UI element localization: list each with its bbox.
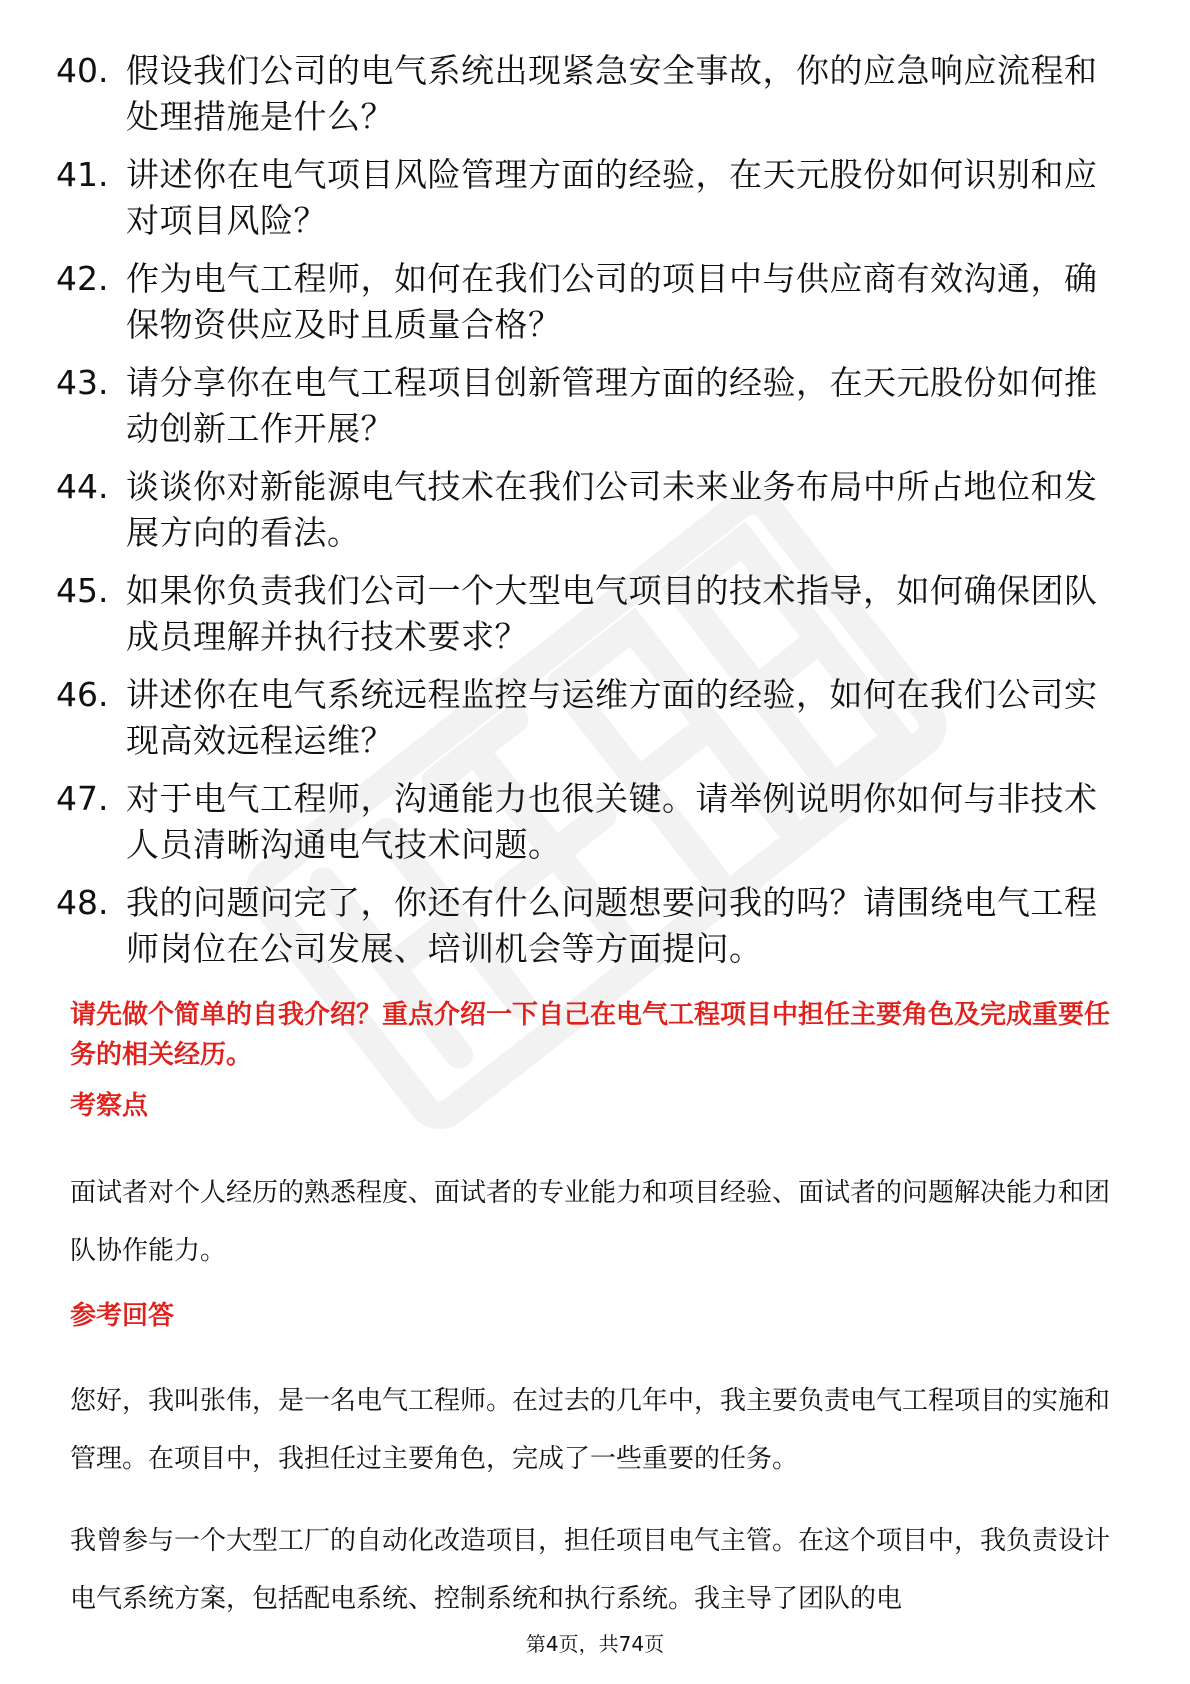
question-number: 43.	[56, 363, 109, 402]
question-number: 45.	[56, 571, 109, 610]
question-item-47	[56, 776, 1136, 868]
highlight-question: 请先做个简单的自我介绍？重点介绍一下自己在电气工程项目中担任主要角色及完成重要任务的相关经历。	[70, 1000, 1111, 1070]
question-text: 假设我们公司的电气系统出现紧急安全事故，你的应急响应流程和处理措施是什么？	[126, 51, 1098, 136]
question-text: 对于电气工程师，沟通能力也很关键。请举例说明你如何与非技术人员清晰沟通电气技术问题。	[126, 779, 1098, 864]
question-number: 47.	[56, 779, 109, 818]
question-text: 请分享你在电气工程项目创新管理方面的经验，在天元股份如何推动创新工作开展？	[126, 363, 1098, 448]
question-number: 46.	[56, 675, 109, 714]
question-text: 谈谈你对新能源电气技术在我们公司未来业务布局中所占地位和发展方向的看法。	[126, 467, 1098, 552]
reference-paragraph-2: 我曾参与一个大型工厂的自动化改造项目，担任项目电气主管。在这个项目中，我负责设计电气系统方案，包括配电系统、控制系统和执行系统。我主导了团队的电	[70, 1526, 1111, 1614]
question-number: 40.	[56, 51, 109, 90]
question-text: 如果你负责我们公司一个大型电气项目的技术指导，如何确保团队成员理解并执行技术要求？	[126, 571, 1098, 656]
question-number: 48.	[56, 883, 109, 922]
question-item-43	[56, 360, 1136, 452]
question-text: 讲述你在电气系统远程监控与运维方面的经验，如何在我们公司实现高效远程运维？	[126, 675, 1098, 760]
question-item-46	[56, 672, 1136, 764]
reference-paragraph-1: 您好，我叫张伟，是一名电气工程师。在过去的几年中，我主要负责电气工程项目的实施和管理。在项目中，我担任过主要角色，完成了一些重要的任务。	[70, 1386, 1111, 1474]
question-text: 讲述你在电气项目风险管理方面的经验，在天元股份如何识别和应对项目风险？	[126, 155, 1098, 240]
question-number: 41.	[56, 155, 109, 194]
page-footer: 第4页，共74页	[525, 1632, 665, 1656]
question-item-41	[56, 152, 1136, 244]
question-number: 44.	[56, 467, 109, 506]
inspection-title: 考察点	[70, 1091, 149, 1121]
question-number: 42.	[56, 259, 109, 298]
question-item-44	[56, 464, 1136, 556]
question-item-45	[56, 568, 1136, 660]
question-list	[56, 48, 1136, 984]
reference-title: 参考回答	[70, 1301, 175, 1331]
question-text: 作为电气工程师，如何在我们公司的项目中与供应商有效沟通，确保物资供应及时且质量合格？	[126, 259, 1098, 344]
question-item-40	[56, 48, 1136, 140]
question-item-42	[56, 256, 1136, 348]
inspection-text: 面试者对个人经历的熟悉程度、面试者的专业能力和项目经验、面试者的问题解决能力和团队协作能力。	[70, 1178, 1111, 1266]
question-text: 我的问题问完了，你还有什么问题想要问我的吗？请围绕电气工程师岗位在公司发展、培训机会等方面提问。	[126, 883, 1098, 968]
question-item-48	[56, 880, 1136, 972]
